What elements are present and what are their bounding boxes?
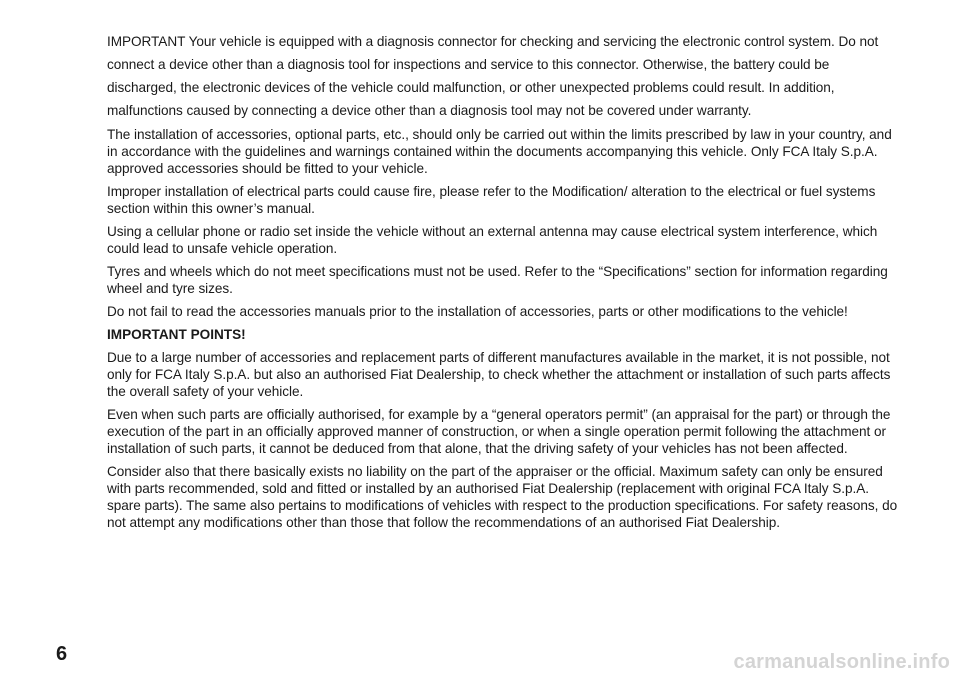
paragraph-tyres-wheels: Tyres and wheels which do not meet specifications must not be used. Refer to the “Specifications” section for information regarding wheel and tyre sizes.: [107, 264, 888, 296]
paragraph-officially-authorised: Even when such parts are officially authorised, for example by a “general operators permit” (an appraisal for the part) or through the execution of the part in an officially approved manner of construction, or when a single operation permit following the attachment or installation of such parts, it cannot be deduced from that alone, that the driving safety of your vehicles has not been affected.: [107, 407, 891, 456]
paragraph-replacement-parts: Due to a large number of accessories and replacement parts of different manufactures available in the market, it is not possible, not only for FCA Italy S.p.A. but also an authorised Fiat Dealership, to check whether the attachment or installation of such parts affects the overall safety of your vehicle.: [107, 350, 891, 399]
page-number: 6: [56, 643, 68, 665]
paragraph-accessories-installation: The installation of accessories, optional parts, etc., should only be carried out within the limits prescribed by law in your country, and in accordance with the guidelines and warnings contained within the documents accompanying this vehicle. Only FCA Italy S.p.A. approved accessories should be fitted to your vehicle.: [107, 127, 892, 176]
paragraph-cellular-phone: Using a cellular phone or radio set inside the vehicle without an external antenna may cause electrical system interference, which could lead to unsafe vehicle operation.: [107, 224, 878, 256]
important-points-heading: IMPORTANT POINTS!: [107, 327, 246, 342]
paragraph-read-manuals: Do not fail to read the accessories manuals prior to the installation of accessories, parts or other modifications to the vehicle!: [107, 304, 848, 319]
paragraph-electrical-parts: Improper installation of electrical parts could cause fire, please refer to the Modification/ alteration to the electrical or fuel systems section within this owner’s manual.: [107, 184, 876, 216]
page-body: [107, 30, 899, 537]
watermark: carmanualsonline.info: [733, 651, 950, 673]
paragraph-diagnosis-connector: IMPORTANT Your vehicle is equipped with a diagnosis connector for checking and servicing the electronic control system. Do not connect a device other than a diagnosis tool for inspections and service to this connector. Otherwise, the battery could be discharged, the electronic devices of the vehicle could malfunction, or other unexpected problems could result. In addition, malfunctions caused by connecting a device other than a diagnosis tool may not be covered under warranty.: [107, 34, 879, 118]
paragraph-liability: Consider also that there basically exists no liability on the part of the appraiser or the official. Maximum safety can only be ensured with parts recommended, sold and fitted or installed by an authorised Fiat Dealership (replacement with original FCA Italy S.p.A. spare parts). The same also pertains to modifications of vehicles with respect to the production specifications. For safety reasons, do not attempt any modifications other than those that follow the recommendations of an authorised Fiat Dealership.: [107, 464, 898, 530]
